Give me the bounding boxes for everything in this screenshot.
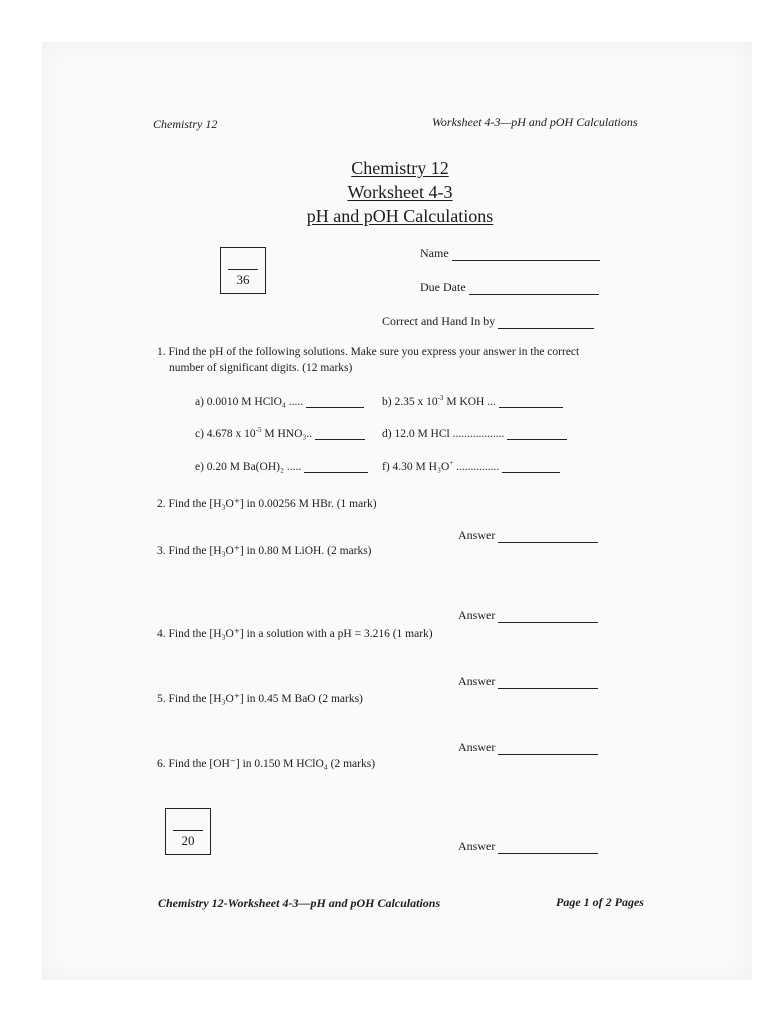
footer-left: Chemistry 12-Worksheet 4-3—pH and pOH Calculations <box>158 896 441 910</box>
score-box-subtotal <box>165 808 211 855</box>
q1-part-c <box>195 428 365 440</box>
due-date-label: Due Date <box>420 280 466 294</box>
q1-part-a-text: a) 0.0010 M HClO₄ ..... <box>195 396 304 408</box>
q1-part-b <box>382 396 563 408</box>
q1-part-c-blank[interactable] <box>315 428 365 440</box>
answer-field-q3[interactable] <box>458 608 598 623</box>
q1-part-b-text: b) 2.35 x $10^{-3}$ M KOH ... <box>382 394 496 408</box>
answer-blank[interactable] <box>498 677 598 689</box>
score-total: 36 <box>236 272 250 287</box>
question-1-line-2: number of significant digits. (12 marks) <box>169 362 353 374</box>
answer-label: Answer <box>458 674 496 688</box>
correct-hand-in-blank[interactable] <box>498 317 594 329</box>
q1-part-e-text: e) 0.20 M Ba(OH)₂ ..... <box>195 461 302 473</box>
title-line-1: Chemistry 12 <box>351 158 449 178</box>
answer-label: Answer <box>458 608 496 622</box>
answer-label: Answer <box>458 528 496 542</box>
question-4: 4. Find the [H₃O⁺] in a solution with a pH = 3.216 (1 mark) <box>157 628 433 640</box>
q1-part-e-blank[interactable] <box>304 461 368 473</box>
title-line-2: Worksheet 4-3 <box>347 182 453 202</box>
name-field[interactable] <box>420 246 600 261</box>
answer-label: Answer <box>458 839 496 853</box>
q1-part-d-blank[interactable] <box>507 428 567 440</box>
q1-part-a <box>195 396 364 408</box>
question-1-line-1: 1. Find the pH of the following solutions. Make sure you express your answer in the correct <box>157 346 580 358</box>
header-left: Chemistry 12 <box>153 117 218 131</box>
question-6: 6. Find the [OH⁻] in 0.150 M HClO₄ (2 marks) <box>157 758 376 770</box>
q1-part-f-blank[interactable] <box>502 461 560 473</box>
score-fraction-bar <box>228 269 258 270</box>
q1-part-f <box>382 461 560 473</box>
header-right: Worksheet 4-3—pH and pOH Calculations <box>432 115 638 129</box>
question-3: 3. Find the [H₃O⁺] in 0.80 M LiOH. (2 marks) <box>157 545 372 557</box>
score-subtotal: 20 <box>181 833 195 848</box>
answer-blank[interactable] <box>498 531 598 543</box>
due-date-field[interactable] <box>420 280 599 295</box>
answer-field-q2[interactable] <box>458 528 598 543</box>
answer-blank[interactable] <box>498 743 598 755</box>
answer-field-q5[interactable] <box>458 740 598 755</box>
question-5: 5. Find the [H₃O⁺] in 0.45 M BaO (2 marks) <box>157 693 363 705</box>
q1-part-f-text: f) 4.30 M H₃O+ ............... <box>382 459 500 473</box>
q1-part-d <box>382 428 567 440</box>
q1-part-e <box>195 461 368 473</box>
title-line-3: pH and pOH Calculations <box>306 206 494 226</box>
q1-part-c-text: c) 4.678 x $10^{-5}$ M HNO₃.. <box>195 426 313 440</box>
answer-field-q6[interactable] <box>458 839 598 854</box>
correct-hand-in-field[interactable] <box>382 314 594 329</box>
answer-blank[interactable] <box>498 611 598 623</box>
score-fraction-bar <box>173 830 203 831</box>
score-box-total <box>220 247 266 294</box>
answer-field-q4[interactable] <box>458 674 598 689</box>
correct-hand-in-label: Correct and Hand In by <box>382 314 496 328</box>
q1-part-b-blank[interactable] <box>499 396 563 408</box>
due-date-blank[interactable] <box>469 283 599 295</box>
answer-label: Answer <box>458 740 496 754</box>
answer-blank[interactable] <box>498 842 598 854</box>
name-label: Name <box>420 246 449 260</box>
q1-part-d-text: d) 12.0 M HCl .................. <box>382 428 505 440</box>
q1-part-a-blank[interactable] <box>306 396 364 408</box>
question-2: 2. Find the [H₃O⁺] in 0.00256 M HBr. (1 mark) <box>157 498 377 510</box>
name-blank[interactable] <box>452 249 600 261</box>
footer-page-number: Page 1 of 2 Pages <box>556 895 644 909</box>
